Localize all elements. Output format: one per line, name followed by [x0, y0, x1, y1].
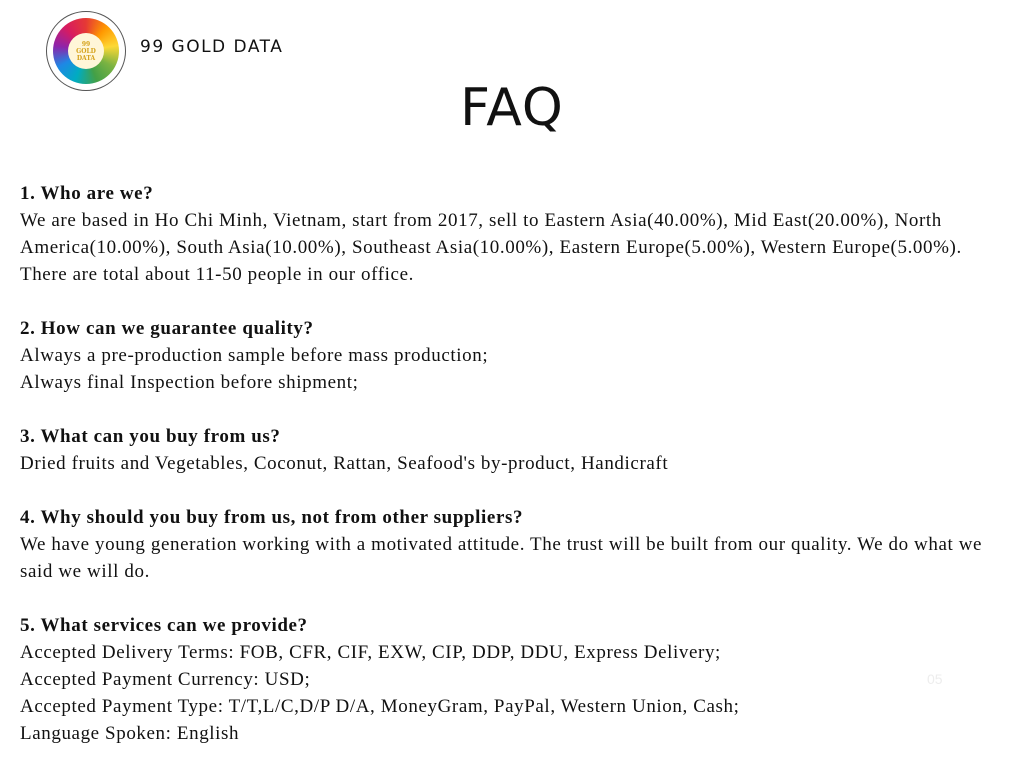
- faq-question: 5. What services can we provide?: [20, 615, 308, 636]
- logo-text: 99 GOLD DATA: [68, 33, 104, 69]
- faq-answer-line: Always a pre-production sample before mass production;: [20, 345, 489, 366]
- faq-answer-line: Accepted Delivery Terms: FOB, CFR, CIF, EXW, CIP, DDP, DDU, Express Delivery;: [20, 642, 721, 663]
- page-number: 05: [927, 671, 943, 687]
- faq-answer-line: Accepted Payment Currency: USD;: [20, 669, 311, 690]
- faq-item-4: [20, 504, 1010, 585]
- faq-answer-line: We are based in Ho Chi Minh, Vietnam, start from 2017, sell to Eastern Asia(40.00%), Mid East(20.00%), North America(10.00%), South Asia(10.00%), Southeast Asia(10.00%), Eastern Europe(5.00%), Western Europe(5.00%). There are total about 11-50 people in our office.: [20, 210, 962, 285]
- faq-question: 3. What can you buy from us?: [20, 426, 281, 447]
- faq-answer-line: Dried fruits and Vegetables, Coconut, Rattan, Seafood's by-product, Handicraft: [20, 453, 669, 474]
- faq-item-2: [20, 315, 1010, 396]
- faq-item-1: [20, 180, 1010, 288]
- faq-question: 1. Who are we?: [20, 183, 154, 204]
- logo-ring: [53, 18, 119, 84]
- faq-question: 4. Why should you buy from us, not from other suppliers?: [20, 507, 524, 528]
- faq-list: [20, 180, 1010, 774]
- faq-answer-line: Language Spoken: English: [20, 723, 240, 744]
- brand-name: 99 GOLD DATA: [140, 37, 284, 57]
- faq-question: 2. How can we guarantee quality?: [20, 318, 314, 339]
- faq-item-3: [20, 423, 1010, 477]
- page-title: FAQ: [460, 78, 564, 138]
- faq-answer-line: Always final Inspection before shipment;: [20, 372, 359, 393]
- faq-answer-line: We have young generation working with a motivated attitude. The trust will be built from our quality. We do what we said we will do.: [20, 534, 983, 582]
- faq-item-5: [20, 612, 1010, 747]
- faq-answer-line: Accepted Payment Type: T/T,L/C,D/P D/A, MoneyGram, PayPal, Western Union, Cash;: [20, 696, 740, 717]
